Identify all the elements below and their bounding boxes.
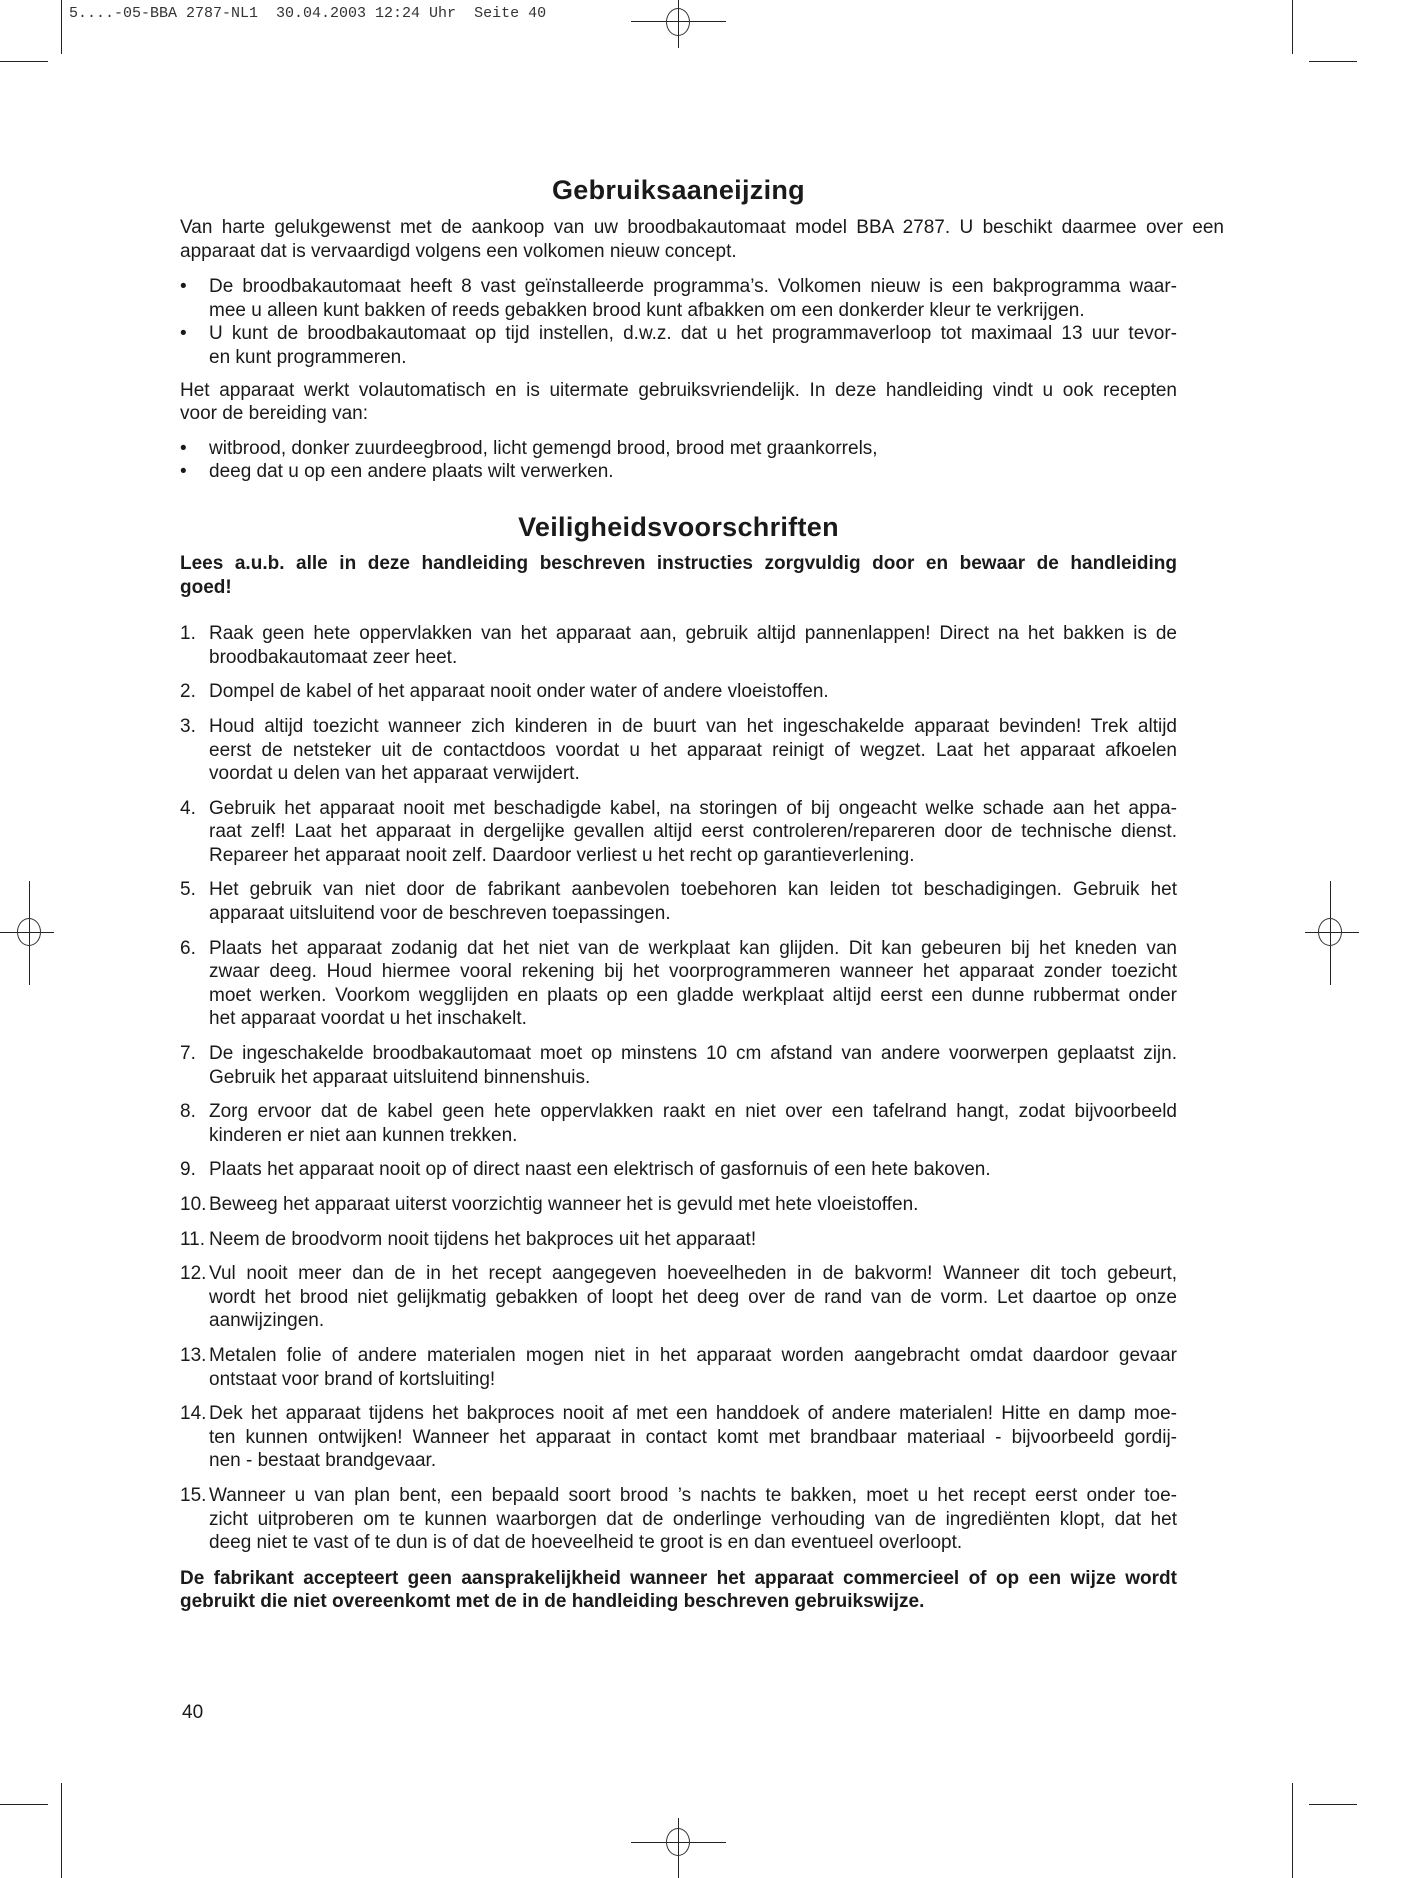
item-number: 9. — [180, 1159, 196, 1181]
print-slug: 5....-05-BBA 2787-NL1 30.04.2003 12:24 Uhr Seite 40 — [69, 5, 547, 22]
list-item — [180, 1344, 1177, 1391]
crop-mark-top-left-h — [0, 61, 48, 62]
list-item — [180, 622, 1177, 669]
list-item — [180, 1158, 1177, 1182]
text-line: Dompel de kabel of het apparaat nooit onder water of andere vloeistoffen. — [209, 681, 829, 703]
text-line: mee u alleen kunt bakken of reeds gebakken brood kunt afbakken om een donkerder kleur te verkrijgen. — [209, 299, 1085, 321]
item-number: 3. — [180, 715, 196, 737]
list-item — [180, 1100, 1177, 1147]
section-title-safety: Veiligheidsvoorschriften — [518, 511, 839, 542]
text-line: zwaar deeg. Houd hiermee vooral rekening bij het voorprogrammeren wanneer het apparaat zonder toezicht — [209, 961, 1177, 983]
text-line: raat zelf! Laat het apparaat in dergelijke gevallen altijd eerst controleren/repareren door de technische dienst. — [209, 821, 1177, 843]
item-number: 14. — [180, 1403, 207, 1425]
item-number: 6. — [180, 937, 196, 959]
crop-mark-bottom-right-h — [1309, 1804, 1357, 1805]
text-line: voor de bereiding van: — [180, 403, 369, 425]
crop-mark-bottom-left-v — [61, 1783, 62, 1878]
text-line: witbrood, donker zuurdeegbrood, licht gemengd brood, brood met graankorrels, — [209, 437, 878, 459]
crop-mark-bottom-right-v — [1292, 1783, 1293, 1878]
list-item — [180, 715, 1177, 786]
text-line: Zorg ervoor dat de kabel geen hete oppervlakken raakt en niet over een tafelrand hangt, zodat bijvoorbeeld — [209, 1101, 1177, 1123]
text-line: het apparaat voordat u het inschakelt. — [209, 1008, 527, 1030]
text-line: ontstaat voor brand of kortsluiting! — [209, 1368, 496, 1390]
text-line: nen - bestaat brandgevaar. — [209, 1450, 437, 1472]
list-item — [180, 1402, 1177, 1473]
text-line: ten kunnen ontwijken! Wanneer het apparaat in contact komt met brandbaar materiaal - bijvoorbeeld gordij- — [209, 1426, 1177, 1448]
text-line: kinderen er niet aan kunnen trekken. — [209, 1124, 518, 1146]
text-line: goed! — [180, 576, 232, 598]
item-number: 11. — [180, 1228, 206, 1250]
text-line: deeg niet te vast of te dun is of dat de hoeveelheid te groot is en dan eventueel overloopt. — [209, 1532, 963, 1554]
item-number: 2. — [180, 681, 196, 703]
text-line: Neem de broodvorm nooit tijdens het bakproces uit het apparaat! — [209, 1228, 757, 1250]
item-number: 10. — [180, 1194, 207, 1215]
list-item — [180, 437, 1177, 461]
crop-mark-bottom-left-h — [0, 1804, 48, 1805]
item-number: 12. — [180, 1263, 207, 1285]
bullet-icon: • — [180, 437, 187, 459]
text-line: Dek het apparaat tijdens het bakproces nooit af met een handdoek of andere materialen! Hitte en damp moe- — [209, 1403, 1177, 1425]
item-number: 4. — [180, 797, 196, 819]
text-line: Gebruik het apparaat uitsluitend binnenshuis. — [209, 1066, 591, 1088]
text-line: Metalen folie of andere materialen mogen niet in het apparaat worden aangebracht omdat daardoor gevaar — [209, 1344, 1177, 1366]
text-line: apparaat dat is vervaardigd volgens een volkomen nieuw concept. — [180, 240, 737, 262]
bullet-icon: • — [180, 276, 187, 298]
page-content — [180, 174, 1224, 1614]
text-line: deeg dat u op een andere plaats wilt verwerken. — [209, 461, 614, 483]
section-title-instructions: Gebruiksaaneijzing — [552, 175, 805, 205]
list-item — [180, 322, 1177, 369]
bullet-icon: • — [180, 461, 187, 483]
crop-mark-top-right-v — [1292, 0, 1293, 54]
recipes-paragraph — [180, 379, 1177, 426]
list-item — [180, 797, 1177, 868]
text-line: Raak geen hete oppervlakken van het apparaat aan, gebruik altijd pannenlappen! Direct na het bakken is de — [209, 623, 1177, 645]
text-line: apparaat uitsluitend voor de beschreven toepassingen. — [209, 903, 671, 925]
features-list — [180, 275, 1177, 369]
disclaimer — [180, 1567, 1177, 1614]
text-line: en kunt programmeren. — [209, 346, 407, 368]
text-line: Repareer het apparaat nooit zelf. Daardoor verliest u het recht op garantieverlening. — [209, 844, 915, 866]
text-line: voordat u delen van het apparaat verwijdert. — [209, 763, 580, 785]
text-line: Wanneer u van plan bent, een bepaald soort brood ’s nachts te bakken, moet u het recept eerst onder toe- — [209, 1484, 1177, 1506]
text-line: wordt het brood niet gelijkmatig gebakken of loopt het deeg over de rand van de vorm. Let daartoe op onze — [209, 1286, 1177, 1308]
text-line: Het apparaat werkt volautomatisch en is uitermate gebruiksvriendelijk. In deze handleiding vindt u ook recepten — [180, 379, 1177, 401]
text-line: Het gebruik van niet door de fabrikant aanbevolen toebehoren kan leiden tot beschadigingen. Gebruik het — [209, 879, 1177, 901]
crop-mark-top-right-h — [1309, 61, 1357, 62]
recipes-list — [180, 437, 1177, 484]
text-line: Vul nooit meer dan de in het recept aangegeven hoeveelheden in de bakvorm! Wanneer dit toch gebeurt, — [209, 1263, 1177, 1285]
list-item — [180, 1042, 1177, 1089]
item-number: 7. — [180, 1043, 196, 1065]
crop-mark-top-left-v — [61, 0, 62, 54]
text-line: De fabrikant accepteert geen aansprakelijkheid wanneer het apparaat commercieel of op een wijze wordt — [180, 1567, 1177, 1589]
safety-warning — [180, 552, 1177, 599]
page-number: 40 — [182, 1702, 204, 1723]
item-number: 13. — [180, 1344, 207, 1366]
text-line: gebruikt die niet overeenkomt met de in de handleiding beschreven gebruikswijze. — [180, 1591, 925, 1613]
text-line: Houd altijd toezicht wanneer zich kinderen in de buurt van het ingeschakelde apparaat bevinden! Trek altijd — [209, 715, 1177, 737]
text-line: aanwijzingen. — [209, 1310, 325, 1332]
text-line: zicht uitproberen om te kunnen waarborgen dat de onderlinge verhouding van de ingrediënten klopt, dat het — [209, 1508, 1177, 1530]
text-line: broodbakautomaat zeer heet. — [209, 646, 458, 668]
text-line: moet werken. Voorkom wegglijden en plaats op een gladde werkplaat altijd eerst een dunne rubbermat onder — [209, 984, 1177, 1006]
item-number: 1. — [180, 623, 196, 645]
bullet-icon: • — [180, 323, 187, 345]
list-item — [180, 1262, 1177, 1333]
list-item — [180, 1193, 1177, 1217]
item-number: 8. — [180, 1101, 196, 1123]
list-item — [180, 878, 1177, 925]
item-number: 15. — [180, 1484, 207, 1506]
list-item — [180, 680, 1177, 704]
text-line: Plaats het apparaat nooit op of direct naast een elektrisch of gasfornuis of een hete bakoven. — [209, 1159, 991, 1181]
list-item — [180, 1228, 1177, 1252]
list-item — [180, 1484, 1177, 1555]
intro-paragraph — [180, 216, 1224, 263]
text-line: Beweeg het apparaat uiterst voorzichtig wanneer het is gevuld met hete vloeistoffen. — [209, 1194, 919, 1215]
text-line: De ingeschakelde broodbakautomaat moet op minstens 10 cm afstand van andere voorwerpen geplaatst zijn. — [209, 1043, 1177, 1065]
text-line: U kunt de broodbakautomaat op tijd instellen, d.w.z. dat u het programmaverloop tot maximaal 13 uur tevor- — [209, 323, 1177, 345]
text-line: Van harte gelukgewenst met de aankoop van uw broodbakautomaat model BBA 2787. U beschikt daarmee over een — [180, 217, 1224, 238]
list-item — [180, 275, 1177, 322]
text-line: De broodbakautomaat heeft 8 vast geïnstalleerde programma’s. Volkomen nieuw is een bakprogramma waar- — [209, 276, 1177, 298]
list-item — [180, 460, 1177, 484]
text-line: Gebruik het apparaat nooit met beschadigde kabel, na storingen of bij ongeacht welke schade aan het appa- — [209, 797, 1177, 819]
text-line: Plaats het apparaat zodanig dat het niet van de werkplaat kan glijden. Dit kan gebeuren bij het kneden van — [209, 937, 1177, 959]
text-line: Lees a.u.b. alle in deze handleiding beschreven instructies zorgvuldig door en bewaar de handleiding — [180, 552, 1177, 574]
text-line: eerst de netsteker uit de contactdoos voordat u het apparaat reinigt of wegzet. Laat het apparaat afkoelen — [209, 739, 1177, 761]
safety-list — [180, 622, 1177, 1555]
item-number: 5. — [180, 879, 196, 901]
list-item — [180, 937, 1177, 1031]
